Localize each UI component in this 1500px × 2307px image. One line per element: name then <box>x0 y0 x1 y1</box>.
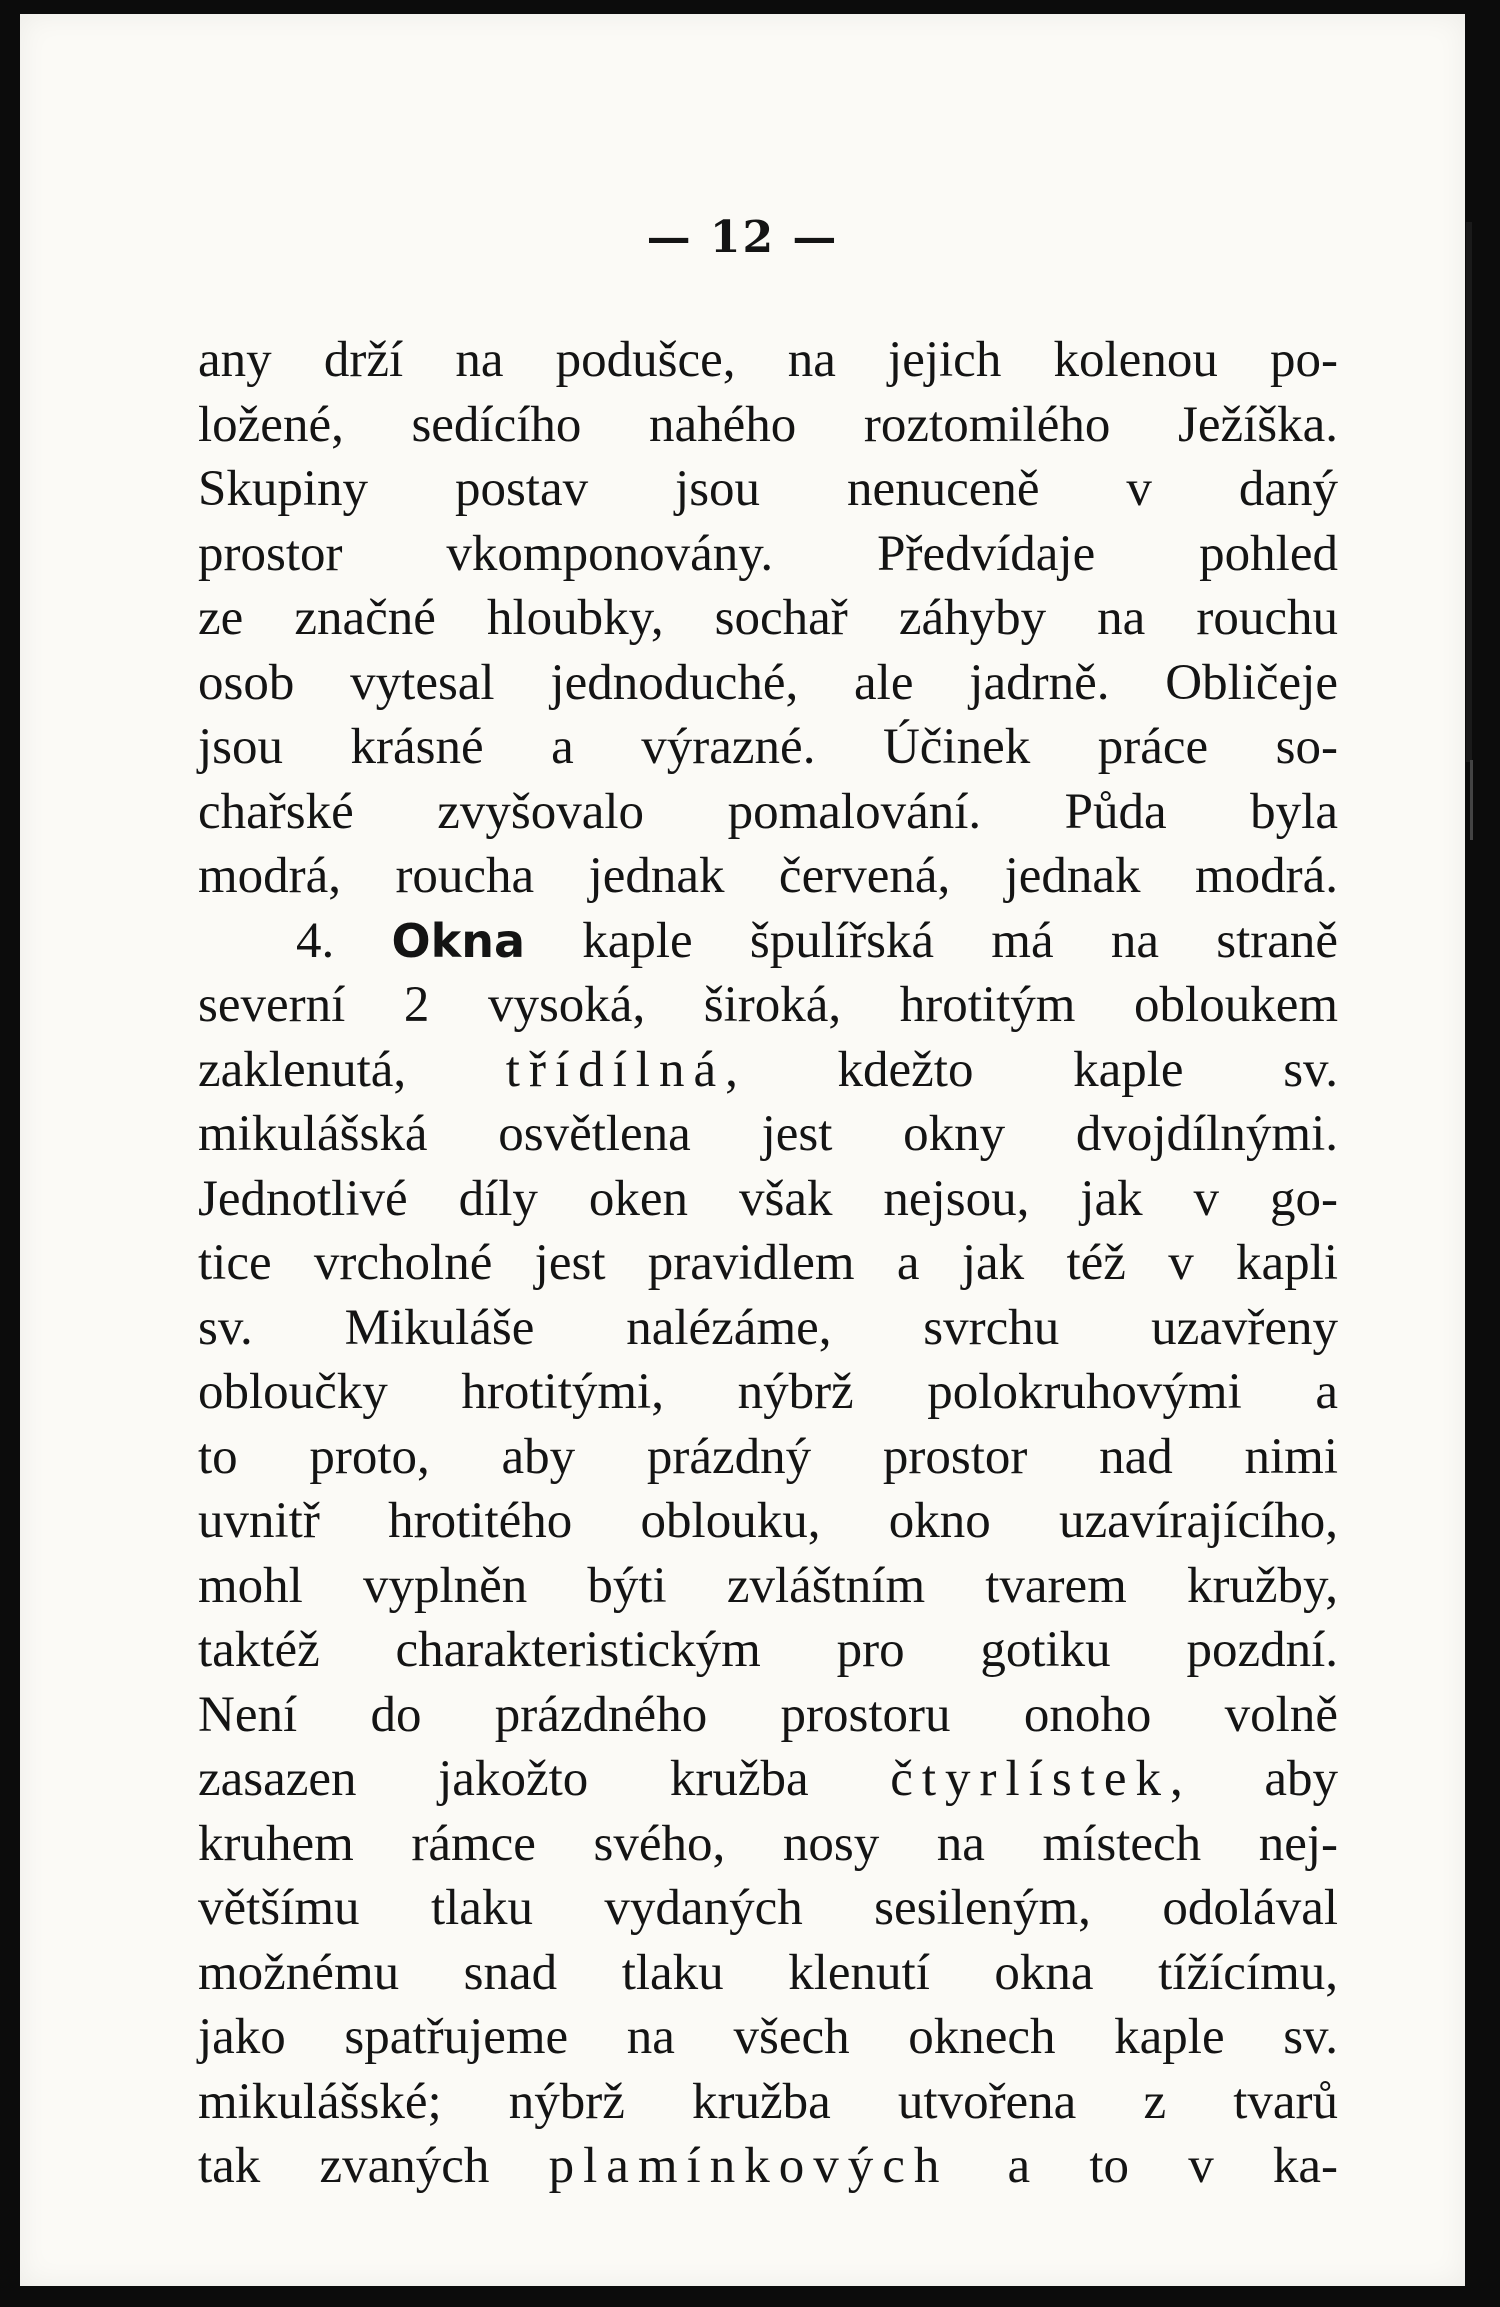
text-line: osob vytesal jednoduché, ale jadrně. Obličeje <box>198 654 1338 711</box>
text-line: mohl vyplněn býti zvláštním tvarem kružby, <box>198 1557 1338 1614</box>
text-line: modrá, roucha jednak červená, jednak modrá. <box>198 848 1338 904</box>
text-line: Není do prázdného prostoru onoho volně <box>198 1686 1338 1743</box>
emphasis-tridilna: třídílná <box>505 1041 726 1098</box>
text-line: tak zvaných plamínkových a to v ka- <box>198 2138 1338 2194</box>
body-text <box>198 328 1338 2199</box>
text-line: taktéž charakteristickým pro gotiku pozdní. <box>198 1622 1338 1678</box>
text-line: prostor vkomponovány. Předvídaje pohled <box>198 525 1338 582</box>
text-line: uvnitř hrotitého oblouku, okno uzavírajícího, <box>198 1493 1338 1549</box>
text-line: možnému snad tlaku klenutí okna tížícímu, <box>198 1944 1338 2001</box>
text-line: tice vrcholné jest pravidlem a jak též v kapli <box>198 1235 1338 1291</box>
page-edge-shadow <box>1466 222 1472 762</box>
page-number: — 12 — <box>646 212 839 263</box>
text-line: sv. Mikuláše nalézáme, svrchu uzavřeny <box>198 1299 1338 1356</box>
text-line: mikulášské; nýbrž kružba utvořena z tvarů <box>198 2073 1338 2130</box>
text-line: Skupiny postav jsou nenuceně v daný <box>198 461 1338 517</box>
text-line: většímu tlaku vydaných sesileným, odolával <box>198 1880 1338 1936</box>
heading-okna: Okna <box>391 913 525 968</box>
text-line: chařské zvyšovalo pomalování. Půda byla <box>198 783 1338 840</box>
text-line: zasazen jakožto kružba čtyrlístek, aby <box>198 1751 1338 1807</box>
emphasis-ctyrlistek: čtyrlístek <box>890 1751 1170 1807</box>
text-line: any drží na podušce, na jejich kolenou po- <box>198 332 1338 388</box>
text-line: 4. Okna kaple špulířská má na straně <box>296 912 1338 969</box>
text-line: ze značné hloubky, sochař záhyby na rouchu <box>198 590 1338 646</box>
text-line: mikulášská osvětlena jest okny dvojdílnými. <box>198 1106 1338 1162</box>
emphasis-plaminkovych: plamínkových <box>548 2138 949 2194</box>
text-line: Jednotlivé díly oken však nejsou, jak v go- <box>198 1170 1338 1227</box>
book-page <box>20 14 1465 2286</box>
text-line: to proto, aby prázdný prostor nad nimi <box>198 1428 1338 1485</box>
page-edge-shadow <box>1470 760 1473 840</box>
text-line: obloučky hrotitými, nýbrž polokruhovými a <box>198 1364 1338 1420</box>
text-line: kruhem rámce svého, nosy na místech nej- <box>198 1815 1338 1872</box>
text-line: severní 2 vysoká, široká, hrotitým obloukem <box>198 977 1338 1033</box>
text-line: jsou krásné a výrazné. Účinek práce so- <box>198 719 1338 775</box>
text-line: zaklenutá, třídílná, kdežto kaple sv. <box>198 1041 1338 1098</box>
text-line: ložené, sedícího nahého roztomilého Ježíška. <box>198 396 1338 453</box>
text-line: jako spatřujeme na všech oknech kaple sv. <box>198 2009 1338 2065</box>
